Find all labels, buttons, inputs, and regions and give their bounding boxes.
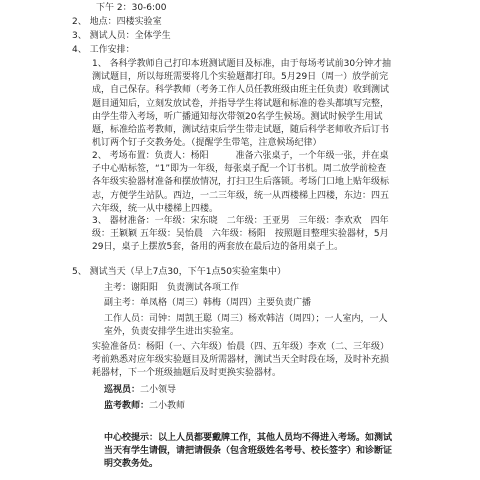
work-item-1: 1、 各科学教师自己打印本班测试题目及标准，由于每场考试前30分钟才抽测试题目，所以每班需要将几个实验题都打印。5月29日（周一）放学前完成，自己保存。科学教师（考务工作人员任教班级由班主任负责）收到测试题目通知后，立刻发放试卷，并指导学生将试题和标准的卷头都填写完整，由学生带入考场，听广播通知每次带领20名学生候场。测试时候学生用试题，标准给监考教师，测试结束后学生带走试题，随后科学老师收齐后订书机订两个钉子交教务处。（提醒学生带笔，注意候场纪律） bbox=[92, 59, 392, 149]
proctor-row bbox=[104, 400, 185, 412]
chief-examiner: 主考：谢阳阳 负责测试各项工作 bbox=[104, 283, 240, 293]
patrol-row bbox=[104, 384, 176, 396]
test-participants: 3、 测试人员：全体学生 bbox=[72, 31, 171, 41]
work-item-5: 5、 测试当天（早上7点30，下午1点50实验室集中） bbox=[72, 267, 286, 277]
lab-prep-staff: 实验准备员：杨阳（一、六年级）怡晨（四、五年级）李欢（二、三年级）考前熟悉对应年级实验题目及所需器材，测试当天全时段在场，及时补充损耗器材，下一个班级抽题后及时更换实验器材。 bbox=[92, 342, 390, 379]
work-arrangement-heading: 4、 工作安排： bbox=[72, 45, 135, 55]
test-time: 下午 2：30-6:00 bbox=[96, 3, 167, 13]
test-location: 2、 地点：四楼实验室 bbox=[72, 17, 162, 27]
work-item-2: 2、 考场布置：负责人：杨阳 准备六张桌子，一个年级一张，并在桌子中心贴标签，“1”即为一年级，每张桌子配一个订书机。周二放学前检查各年级实验器材准备和摆放情况，打扫卫生后落锁。考场门口地上贴年级标志，方便学生站队。西边，一二三年级，统一从西楼梯上四楼，东边：四五六年级，统一从中楼梯上四楼。 bbox=[92, 151, 390, 214]
patrol-label: 巡视员： bbox=[104, 385, 141, 395]
deputy-examiner: 副主考：单凤格（周三）韩梅（周四）主要负责广播 bbox=[104, 298, 312, 308]
work-item-3: 3、 器材准备：一年级：宋东晓 二年级：王亚男 三年级：李欢欢 四年级：王颖颖 五年级：吴怡晨 六年级：杨阳 按照题目整理实验器材，5月29日，桌子上摆放5套，备用的两套放在最后边的备用桌子上。 bbox=[92, 216, 389, 253]
center-school-notice: 中心校提示：以上人员都要戴牌工作，其他人员均不得进入考场。如测试当天有学生请假，请把请假条（包含班级姓名考号、校长签字）和诊断证明交教务处。 bbox=[104, 433, 393, 470]
proctor-value: 二小教师 bbox=[149, 401, 186, 411]
staff-assignment: 工作人员：司钟：周凯王聪（周三）杨欢韩洁（周四）；一人室内，一人室外，负责安排学生进出实验室。 bbox=[104, 314, 388, 338]
proctor-label: 监考教师： bbox=[104, 401, 150, 411]
patrol-value: 二小领导 bbox=[140, 385, 177, 395]
